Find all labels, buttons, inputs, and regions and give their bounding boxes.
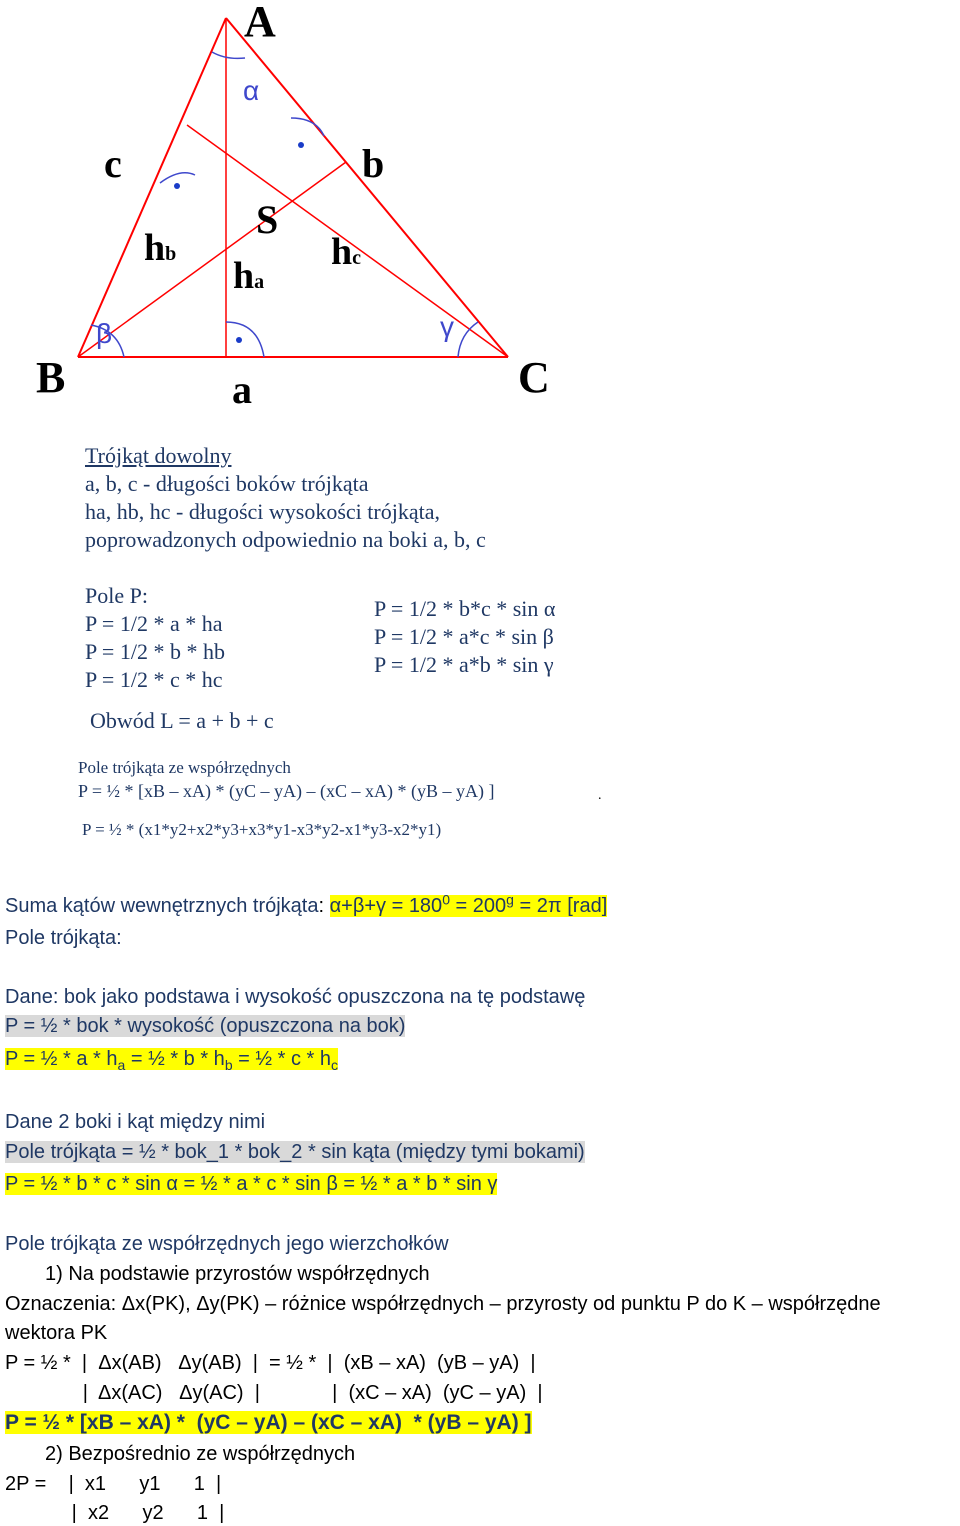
- note-coords-title: Pole trójkąta ze współrzędnych: [78, 758, 291, 777]
- note-obwod: Obwód L = a + b + c: [90, 708, 274, 733]
- height-b-label: hb: [144, 227, 177, 269]
- dane-2-formula: P = ½ * b * c * sin α = ½ * a * c * sin β = ½ * a * b * sin γ: [5, 1173, 498, 1195]
- right-angle-dot-c: [174, 183, 180, 189]
- note-right-formula-3: P = 1/2 * a*b * sin γ: [374, 652, 554, 677]
- vertex-c-label: C: [518, 353, 550, 402]
- note-line-1: a, b, c - długości boków trójkąta: [85, 471, 369, 496]
- formula-coords-line: P = ½ * [xB – xA) * (yC – yA) – (xC – xA) * (yB – yA) ]: [5, 1411, 532, 1434]
- note-line-3: poprowadzonych odpowiednio na boki a, b, c: [85, 527, 486, 552]
- orthocenter-label: S: [256, 197, 279, 242]
- note-right-formula-1: P = 1/2 * b*c * sin α: [374, 596, 556, 621]
- gamma-angle-label: γ: [440, 311, 454, 342]
- note-left-formula-1: P = 1/2 * a * ha: [85, 611, 223, 636]
- pole-heading: Pole trójkąta:: [5, 927, 122, 949]
- side-c-label: c: [104, 141, 122, 186]
- dane-1-line: Dane: bok jako podstawa i wysokość opuszczona na tę podstawę: [5, 986, 586, 1008]
- det-row-2: | Δx(AC) Δy(AC) | | (xC – xA) (yC – yA) |: [5, 1382, 543, 1404]
- side-c-line: [78, 18, 226, 357]
- side-b-label: b: [362, 141, 385, 186]
- right-angle-dot-a: [236, 337, 242, 343]
- height-a-label: ha: [233, 255, 265, 297]
- right-angle-dot-b: [298, 142, 304, 148]
- vertex-b-label: B: [36, 353, 66, 402]
- note-pole-title: Pole P:: [85, 583, 148, 608]
- dane-2-heading: Dane 2 boki i kąt między nimi: [5, 1111, 266, 1133]
- right-angle-mark-c: [160, 173, 195, 183]
- angle-arc-alpha: [212, 52, 245, 58]
- formula-heights-line: P = ½ * a * $h_a$ = ½ * b * $h_b$ = ½ * c * $h_c$: [5, 1048, 338, 1073]
- side-a-label: a: [232, 367, 252, 412]
- det2-row-1: 2P = | x1 y1 1 |: [5, 1473, 222, 1495]
- note-coords-formula-2: P = ½ * (x1*y2+x2*y3+x3*y1-x3*y2-x1*y3-x2*y1): [82, 820, 442, 839]
- note-left-formula-3: P = 1/2 * c * hc: [85, 667, 223, 692]
- oznaczenia-line: Oznaczenia: Δx(PK), Δy(PK) – różnice współrzędnych – przyrosty od punktu P do K – współrzędne: [5, 1293, 881, 1315]
- height-b-line: [78, 162, 346, 357]
- formula-general-line: P = ½ * bok * wysokość (opuszczona na bok): [5, 1015, 406, 1037]
- coords-item-2: 2) Bezpośrednio ze współrzędnych: [45, 1443, 356, 1465]
- note-left-formula-2: P = 1/2 * b * hb: [85, 639, 225, 664]
- side-b-line: [226, 18, 508, 357]
- beta-angle-label: β: [96, 318, 113, 349]
- right-angle-mark-a: [226, 322, 264, 357]
- height-c-label: hc: [331, 231, 362, 273]
- dane-2-formula-general: Pole trójkąta = ½ * bok_1 * bok_2 * sin kąta (między tymi bokami): [5, 1141, 585, 1163]
- note-right-formula-2: P = 1/2 * a*c * sin β: [374, 624, 554, 649]
- vertex-a-label: A: [244, 0, 276, 46]
- note-title: Trójkąt dowolny: [85, 443, 232, 468]
- note-dot: .: [598, 788, 602, 803]
- det2-row-2: | x2 y2 1 |: [5, 1502, 225, 1524]
- suma-katow-line: Suma kątów wewnętrznych trójkąta: $\alpha+\beta+\gamma = 180^0 = 200^g = 2\pi$ [rad]: [5, 891, 608, 917]
- note-coords-formula-1: P = ½ * [xB – xA) * (yC – yA) – (xC – xA) * (yB – yA) ]: [78, 781, 495, 801]
- oznaczenia-line-2: wektora PK: [5, 1322, 108, 1344]
- alpha-angle-label: α: [243, 75, 260, 106]
- det-row-1: P = ½ * | Δx(AB) Δy(AB) | = ½ * | (xB – xA) (yB – yA) |: [5, 1352, 536, 1374]
- note-line-2: ha, hb, hc - długości wysokości trójkąta,: [85, 499, 440, 524]
- triangle-figure: [0, 0, 960, 430]
- coords-heading: Pole trójkąta ze współrzędnych jego wierzchołków: [5, 1233, 449, 1255]
- right-angle-mark-b: [291, 118, 324, 136]
- coords-item-1: 1) Na podstawie przyrostów współrzędnych: [45, 1263, 430, 1285]
